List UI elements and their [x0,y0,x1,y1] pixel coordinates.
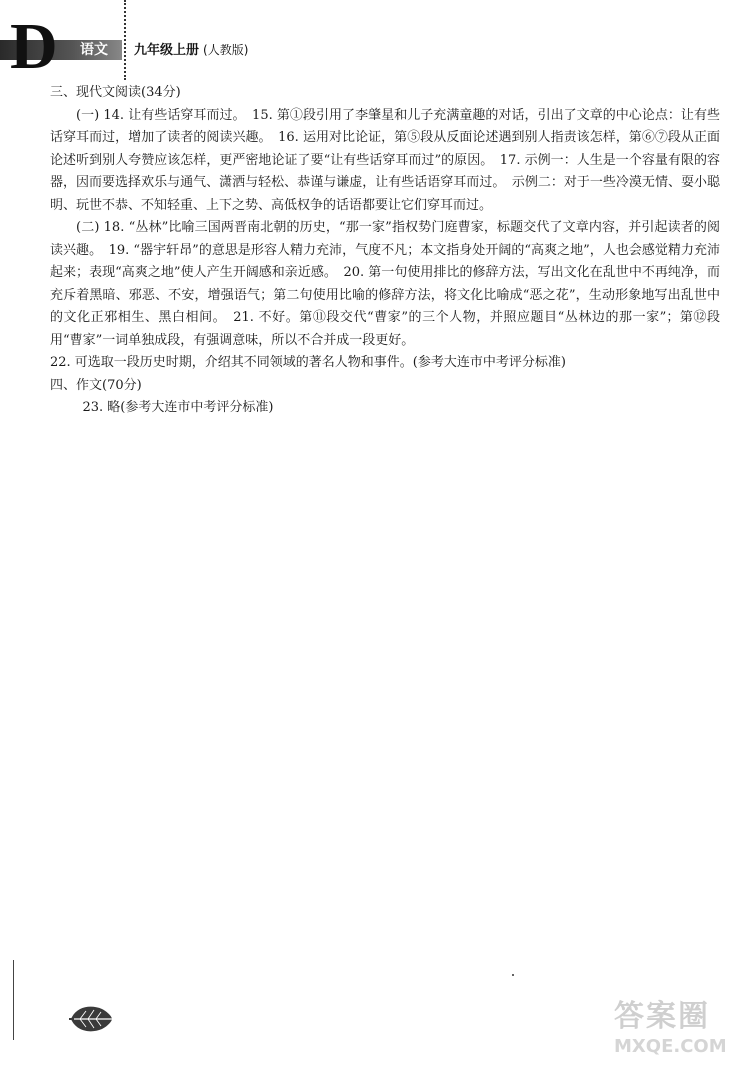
margin-rule [13,960,14,1040]
watermark-url: MXQE.COM [614,1036,727,1057]
header-edition: (人教版) [203,43,249,57]
header-subject: 语文 [80,42,108,58]
answers-part-1: (一) 14. 让有些话穿耳而过。 15. 第①段引用了李肇星和儿子充满童趣的对话，引出了文章的中心论点：让有些话穿耳而过，增加了读者的阅读兴趣。 16. 运用对比论证，第⑤段从反面论述遇到别人指责该怎样，第⑥⑦段从正面论述听到别人夸赞应该怎样，更严密地论证了要“让有些话穿耳而过”的原因。 17. 示例一：人生是一个容量有限的容器，因而要选择欢乐与通气、潇洒与轻松、恭谨与谦虚，让有些话语穿耳而过。 示例二：对于一些冷漠无情、耍小聪明、玩世不恭、不知轻重、上下之势、高低权争的话语都要让它们穿耳而过。 [50,107,720,213]
header-logo-letter: D [10,10,56,83]
watermark [606,1000,746,1064]
answer-content [50,82,720,420]
header-grade [134,40,248,61]
leaf-icon [68,1003,114,1035]
answer-23: 23. 略(参考大连市中考评分标准) [82,400,274,415]
answer-22: 22. 可选取一段历史时期，介绍其不同领域的著名人物和事件。(参考大连市中考评分标准) [50,355,566,370]
header-divider [124,0,126,80]
watermark-logo: 答案圈 [614,999,710,1034]
section-3-heading: 三、现代文阅读(34分) [50,85,181,100]
scan-speck [512,974,514,976]
header-grade-text: 九年级上册 [134,43,200,58]
section-4-heading: 四、作文(70分) [50,377,142,393]
page-header [0,0,750,83]
answers-part-2: (二) 18. “丛林”比喻三国两晋南北朝的历史，“那一家”指权势门庭曹家，标题交代了文章内容，并引起读者的阅读兴趣。 19. “器宇轩昂”的意思是形容人精力充沛，气度不凡；本文指身处开阔的“高爽之地”，人也会感觉精力充沛起来；表现“高爽之地”使人产生开阔感和亲近感。 20. 第一句使用排比的修辞方法，写出文化在乱世中不再纯净，而充斥着黑暗、邪恶、不安，增强语气；第二句使用比喻的修辞方法，将文化比喻成“恶之花”，生动形象地写出乱世中的文化正邪相生、黑白相间。 21. 不好。第⑪段交代“曹家”的三个人物，并照应题目“丛林边的那一家”；第⑫段用“曹家”一词单独成段，有强调意味，所以不合并成一段更好。 [50,220,720,348]
